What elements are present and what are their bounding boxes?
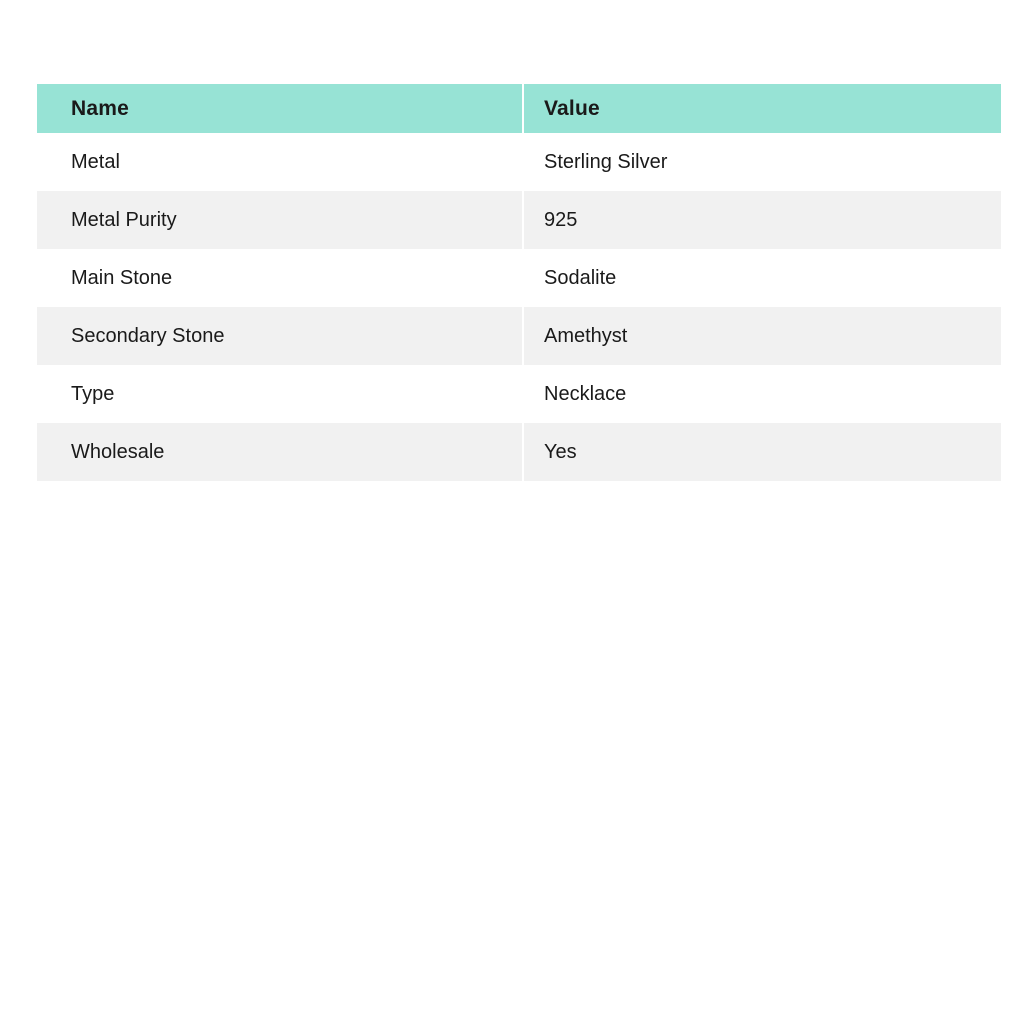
table-row xyxy=(37,423,1001,481)
table-row xyxy=(37,365,1001,423)
table-row xyxy=(37,249,1001,307)
attributes-table xyxy=(37,84,1001,481)
header-cell-value: Value xyxy=(523,84,1001,133)
row-value-cell: 925 xyxy=(523,191,1001,249)
header-cell-name: Name xyxy=(37,84,523,133)
row-name-cell: Secondary Stone xyxy=(71,324,225,347)
table-row xyxy=(37,191,1001,249)
row-name-cell: Type xyxy=(71,382,115,405)
table-header xyxy=(37,84,1001,133)
row-value-cell: Sodalite xyxy=(523,249,1001,307)
header-row xyxy=(37,84,1001,133)
table-row xyxy=(37,133,1001,191)
row-value-cell: Sterling Silver xyxy=(523,133,1001,191)
row-value-cell: Yes xyxy=(523,423,1001,481)
row-name-cell: Main Stone xyxy=(71,266,173,289)
table-row xyxy=(37,307,1001,365)
table-body xyxy=(37,133,1001,481)
row-name-cell: Metal xyxy=(71,150,120,173)
row-name-cell: Wholesale xyxy=(71,440,165,463)
row-value-cell: Necklace xyxy=(523,365,1001,423)
row-name-cell: Metal Purity xyxy=(71,208,177,231)
row-value-cell: Amethyst xyxy=(523,307,1001,365)
